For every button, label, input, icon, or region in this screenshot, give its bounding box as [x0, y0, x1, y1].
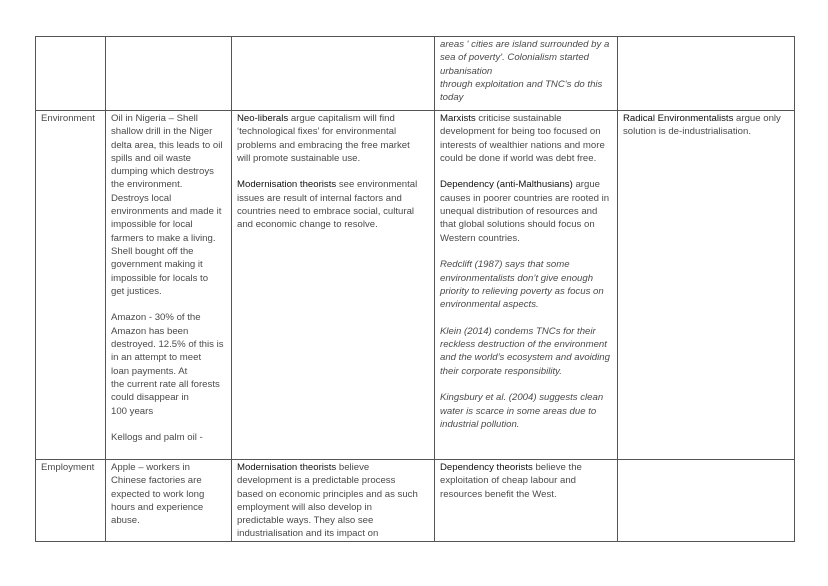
theory-keyword: Dependency theorists: [440, 462, 533, 473]
theory-keyword: Modernisation theorists: [237, 462, 337, 473]
col3-cell: [232, 111, 435, 460]
theory-keyword: Neo-liberals: [237, 113, 289, 124]
theory-paragraph: [440, 38, 612, 104]
theory-paragraph: [440, 461, 612, 501]
theory-text: argue only solution is de-industrialisation.: [623, 113, 781, 138]
theory-paragraph: [623, 112, 789, 139]
theory-text: argue causes in poorer countries are rooted in unequal distribution of resources and that global solutions should focus on Western countries.: [440, 179, 610, 244]
example-paragraph: Amazon - 30% of the Amazon has been destroyed. 12.5% of this is in an attempt to meet loan payments. At the current rate all forests could disappear in 100 years: [111, 312, 224, 417]
topic-cell: [36, 37, 106, 111]
theory-paragraph: [440, 178, 612, 244]
theory-text: believe the exploitation of cheap labour and resources benefit the West.: [440, 462, 582, 500]
example-paragraph: Oil in Nigeria – Shell shallow drill in the Niger delta area, this leads to oil spills and oil waste dumping which destroys the environment. Destroys local environments and made it impossible for local farmers to make a living. Shell bought off the government making it impossible for locals to get justices.: [111, 113, 223, 297]
theory-text: argue capitalism will find ‘technological fixes’ for environmental problems and embracing the free market will promote sustainable use.: [237, 113, 410, 164]
theories-table: [35, 36, 795, 542]
col5-cell: [618, 111, 795, 460]
col3-cell: [232, 37, 435, 111]
theory-text: believe development is a predictable process based on economic principles and as such employment will also develop in predictable ways. They also see industrialisation and its impact on: [237, 462, 418, 540]
example-cell: [106, 37, 232, 111]
theory-text: Kingsbury et al. (2004) suggests clean water is scarce in some areas due to industrial pollution.: [440, 392, 604, 430]
example-paragraph: Apple – workers in Chinese factories are expected to work long hours and experience abuse.: [111, 462, 205, 527]
example-paragraph: Kellogs and palm oil -: [111, 432, 203, 444]
example-cell: [106, 460, 232, 542]
topic-cell: Environment: [36, 111, 106, 460]
theory-paragraph: [440, 325, 612, 378]
theory-paragraph: [237, 461, 429, 541]
table-row: [36, 37, 795, 111]
col4-cell: [435, 460, 618, 542]
col4-cell: [435, 37, 618, 111]
col3-cell: [232, 460, 435, 542]
theory-text: areas ' cities are island surrounded by a sea of poverty'. Colonialism started urbanisation through exploitation and TNC's do this today: [440, 39, 610, 104]
table-row: [36, 111, 795, 460]
theory-text: Klein (2014) condems TNCs for their reckless destruction of the environment and the world’s ecosystem and avoiding their corporate responsibility.: [440, 325, 610, 377]
theory-keyword: Dependency (anti-Malthusians): [440, 179, 573, 191]
theory-keyword: Marxists: [440, 113, 476, 124]
topic-cell: Employment: [36, 460, 106, 542]
theory-keyword: Radical Environmentalists: [623, 113, 734, 124]
theory-text: Redclift (1987) says that some environmentalists don’t give enough priority to relieving poverty as focus on environmental aspects.: [440, 259, 604, 311]
theory-text: see environmental issues are result of internal factors and countries need to embrace social, cultural and economic change to resolve.: [237, 179, 418, 231]
theory-paragraph: [237, 112, 429, 165]
example-cell: [106, 111, 232, 460]
theory-paragraph: [440, 258, 612, 311]
theory-paragraph: [440, 391, 612, 431]
theory-paragraph: [237, 178, 429, 231]
col4-cell: [435, 111, 618, 460]
theory-text: criticise sustainable development for being too focused on interests of wealthier nations and more could be done if world was debt free.: [440, 113, 605, 164]
col5-cell: [618, 37, 795, 111]
col5-cell: [618, 460, 795, 542]
theory-paragraph: [440, 112, 612, 165]
theory-keyword: Modernisation theorists: [237, 179, 337, 191]
table-row: [36, 460, 795, 542]
